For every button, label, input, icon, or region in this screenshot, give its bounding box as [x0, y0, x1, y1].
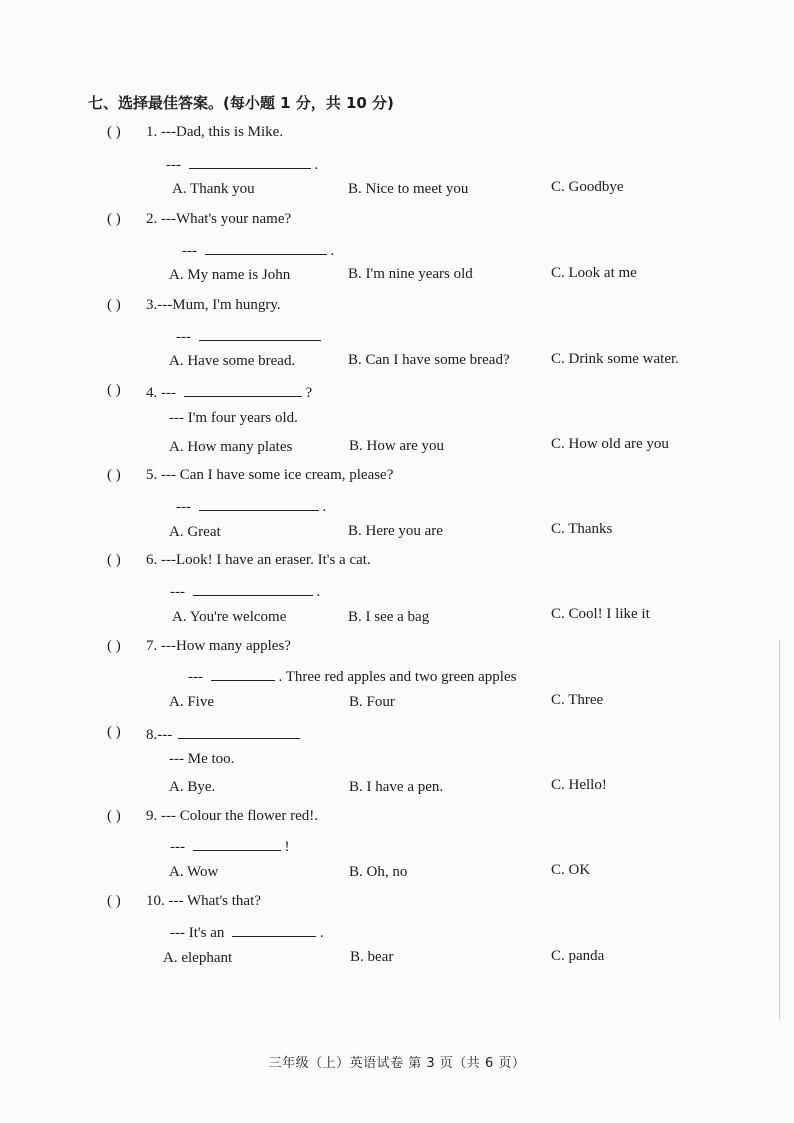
- answer-paren[interactable]: ( ): [107, 124, 121, 140]
- option-b[interactable]: B. Can I have some bread?: [348, 352, 510, 368]
- option-b[interactable]: B. How are you: [349, 438, 444, 454]
- answer-blank[interactable]: [189, 154, 311, 169]
- response-line: [170, 922, 324, 942]
- option-a[interactable]: A. My name is John: [169, 267, 291, 283]
- option-c[interactable]: C. Hello!: [551, 777, 607, 793]
- option-c[interactable]: C. Three: [551, 692, 604, 708]
- answer-paren[interactable]: ( ): [107, 893, 121, 909]
- option-c[interactable]: C. Look at me: [551, 265, 637, 281]
- response-prefix: ---: [166, 157, 181, 173]
- question-stem: 7. ---How many apples?: [146, 638, 291, 654]
- option-a[interactable]: A. elephant: [163, 950, 233, 966]
- question-stem: 2. ---What's your name?: [146, 211, 292, 227]
- option-c[interactable]: C. Cool! I like it: [551, 606, 650, 622]
- question-stem: [146, 724, 300, 744]
- page-footer: 三年级（上）英语试卷 第 3 页（共 6 页）: [268, 1056, 526, 1071]
- question-stem: 9. --- Colour the flower red!.: [146, 808, 319, 824]
- question-stem: 6. ---Look! I have an eraser. It's a cat.: [146, 552, 371, 568]
- option-b[interactable]: B. Here you are: [348, 523, 443, 539]
- stem-text: 8.---: [146, 727, 173, 743]
- option-c[interactable]: C. Goodbye: [551, 179, 624, 195]
- response-line: --- I'm four years old.: [169, 410, 298, 426]
- response-line: [166, 154, 318, 174]
- response-suffix: . Three red apples and two green apples: [278, 669, 517, 685]
- answer-blank[interactable]: [178, 724, 300, 739]
- question-stem: 5. --- Can I have some ice cream, please?: [146, 467, 394, 483]
- option-c[interactable]: C. Drink some water.: [551, 351, 679, 367]
- response-suffix: .: [314, 157, 319, 173]
- option-a[interactable]: A. Have some bread.: [169, 353, 296, 369]
- option-a[interactable]: A. How many plates: [169, 439, 293, 455]
- response-prefix: ---: [170, 839, 185, 855]
- answer-paren[interactable]: ( ): [107, 724, 121, 740]
- option-a[interactable]: A. Great: [169, 524, 221, 540]
- option-a[interactable]: A. Bye.: [169, 779, 216, 795]
- response-line: [188, 666, 516, 686]
- option-c[interactable]: C. How old are you: [551, 436, 669, 452]
- answer-blank[interactable]: [205, 240, 327, 255]
- answer-paren[interactable]: ( ): [107, 382, 121, 398]
- answer-paren[interactable]: ( ): [107, 638, 121, 654]
- option-b[interactable]: B. I see a bag: [348, 609, 430, 625]
- option-a[interactable]: A. Thank you: [172, 181, 255, 197]
- option-c[interactable]: C. OK: [551, 862, 591, 878]
- response-line: [182, 240, 334, 260]
- stem-text: 4. ---: [146, 385, 176, 401]
- response-prefix: ---: [170, 584, 185, 600]
- answer-blank[interactable]: [184, 382, 302, 397]
- stem-suffix: ?: [305, 385, 313, 401]
- answer-paren[interactable]: ( ): [107, 467, 121, 483]
- response-suffix: !: [284, 839, 290, 855]
- option-c[interactable]: C. panda: [551, 948, 605, 964]
- response-prefix: --- It's an: [170, 925, 225, 941]
- answer-blank[interactable]: [199, 326, 321, 341]
- scan-edge-line: [779, 640, 780, 1020]
- option-b[interactable]: B. I'm nine years old: [348, 266, 473, 282]
- option-a[interactable]: A. Wow: [169, 864, 219, 880]
- option-a[interactable]: A. You're welcome: [172, 609, 287, 625]
- option-a[interactable]: A. Five: [169, 694, 214, 710]
- option-b[interactable]: B. Oh, no: [349, 864, 408, 880]
- response-line: --- Me too.: [169, 751, 235, 767]
- section-title: 七、选择最佳答案。(每小题 1 分，共 10 分): [88, 94, 394, 112]
- answer-paren[interactable]: ( ): [107, 808, 121, 824]
- response-line: [170, 836, 290, 856]
- response-suffix: .: [319, 925, 324, 941]
- response-prefix: ---: [176, 329, 191, 345]
- response-suffix: .: [330, 243, 335, 259]
- question-stem: [146, 382, 312, 402]
- question-stem: 1. ---Dad, this is Mike.: [146, 124, 284, 140]
- answer-paren[interactable]: ( ): [107, 552, 121, 568]
- response-suffix: .: [322, 499, 327, 515]
- response-prefix: ---: [176, 499, 191, 515]
- answer-paren[interactable]: ( ): [107, 211, 121, 227]
- response-prefix: ---: [188, 669, 203, 685]
- response-suffix: .: [316, 584, 321, 600]
- answer-blank[interactable]: [193, 581, 313, 596]
- question-stem: 10. --- What's that?: [146, 893, 261, 909]
- option-b[interactable]: B. Four: [349, 694, 395, 710]
- response-line: [176, 326, 321, 346]
- answer-blank[interactable]: [199, 496, 319, 511]
- response-line: [176, 496, 326, 516]
- answer-paren[interactable]: ( ): [107, 297, 121, 313]
- response-prefix: ---: [182, 243, 197, 259]
- answer-blank[interactable]: [232, 922, 316, 937]
- option-b[interactable]: B. Nice to meet you: [348, 181, 469, 197]
- question-stem: 3.---Mum, I'm hungry.: [146, 297, 281, 313]
- response-line: [170, 581, 320, 601]
- answer-blank[interactable]: [193, 836, 281, 851]
- option-b[interactable]: B. bear: [350, 949, 394, 965]
- option-c[interactable]: C. Thanks: [551, 521, 613, 537]
- answer-blank[interactable]: [211, 666, 275, 681]
- option-b[interactable]: B. I have a pen.: [349, 779, 444, 795]
